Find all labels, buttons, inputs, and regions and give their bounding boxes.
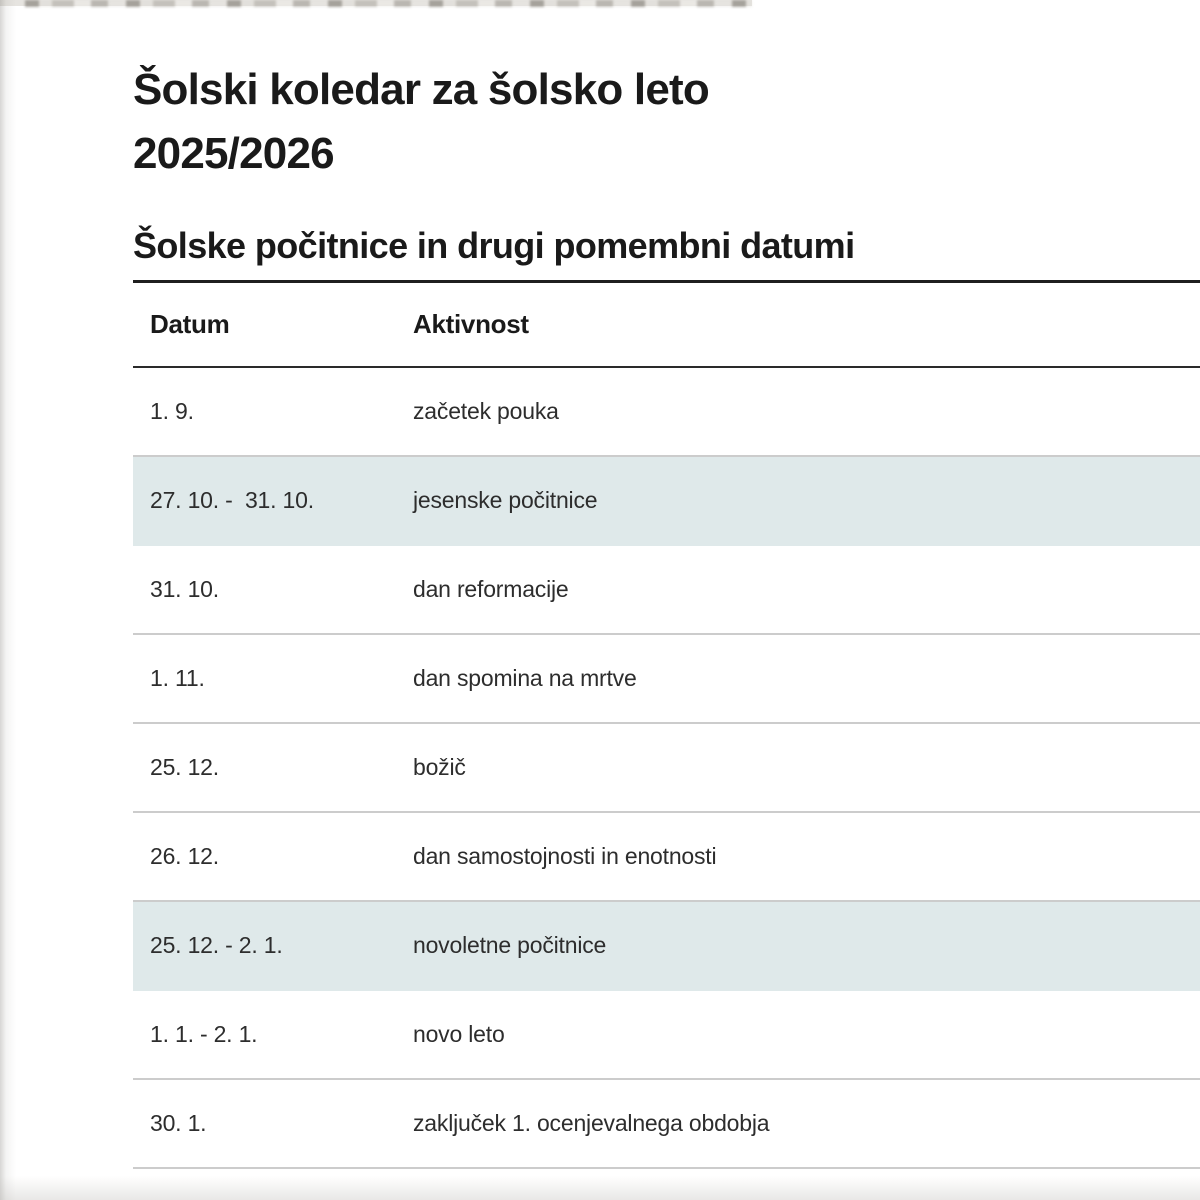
page-title <box>133 58 1200 186</box>
row-datum-cell: 25. 12. <box>150 754 219 780</box>
section-heading: Šolske počitnice in drugi pomembni datumi <box>133 226 1200 283</box>
row-datum-cell: 27. 10. - 31. 10. <box>150 487 314 513</box>
row-aktivnost-cell: zaključek 1. ocenjevalnega obdobja <box>413 1110 770 1136</box>
table-row <box>133 1080 1200 1169</box>
row-datum-cell: 31. 10. <box>150 576 219 602</box>
table-row <box>133 635 1200 724</box>
row-datum-cell: 1. 1. - 2. 1. <box>150 1021 258 1047</box>
row-datum-cell: 26. 12. <box>150 843 219 869</box>
column-header-datum: Datum <box>150 309 230 339</box>
table-row <box>133 813 1200 902</box>
row-aktivnost-cell: dan spomina na mrtve <box>413 665 637 691</box>
page-title-line1: Šolski koledar za šolsko leto <box>133 65 709 114</box>
page-title-line2: 2025/2026 <box>133 129 334 178</box>
table-header-row <box>133 283 1200 368</box>
row-aktivnost-cell: božič <box>413 754 466 780</box>
row-datum-cell: 1. 9. <box>150 398 194 424</box>
table-row <box>133 902 1200 991</box>
table-row <box>133 724 1200 813</box>
row-aktivnost-cell: dan reformacije <box>413 576 569 602</box>
table-row <box>133 368 1200 457</box>
row-aktivnost-cell: začetek pouka <box>413 398 559 424</box>
row-aktivnost-cell: dan samostojnosti in enotnosti <box>413 843 717 869</box>
table-row <box>133 457 1200 546</box>
table-row <box>133 991 1200 1080</box>
row-aktivnost-cell: jesenske počitnice <box>413 487 598 513</box>
row-aktivnost-cell: novoletne počitnice <box>413 932 607 958</box>
column-header-aktivnost: Aktivnost <box>413 309 529 339</box>
row-datum-cell: 25. 12. - 2. 1. <box>150 932 283 958</box>
row-datum-cell: 30. 1. <box>150 1110 207 1136</box>
table-row <box>133 546 1200 635</box>
row-datum-cell: 1. 11. <box>150 665 205 691</box>
page-bottom-fade <box>0 1176 1200 1200</box>
table-body <box>133 368 1200 1169</box>
row-aktivnost-cell: novo leto <box>413 1021 505 1047</box>
calendar-table <box>133 283 1200 1169</box>
